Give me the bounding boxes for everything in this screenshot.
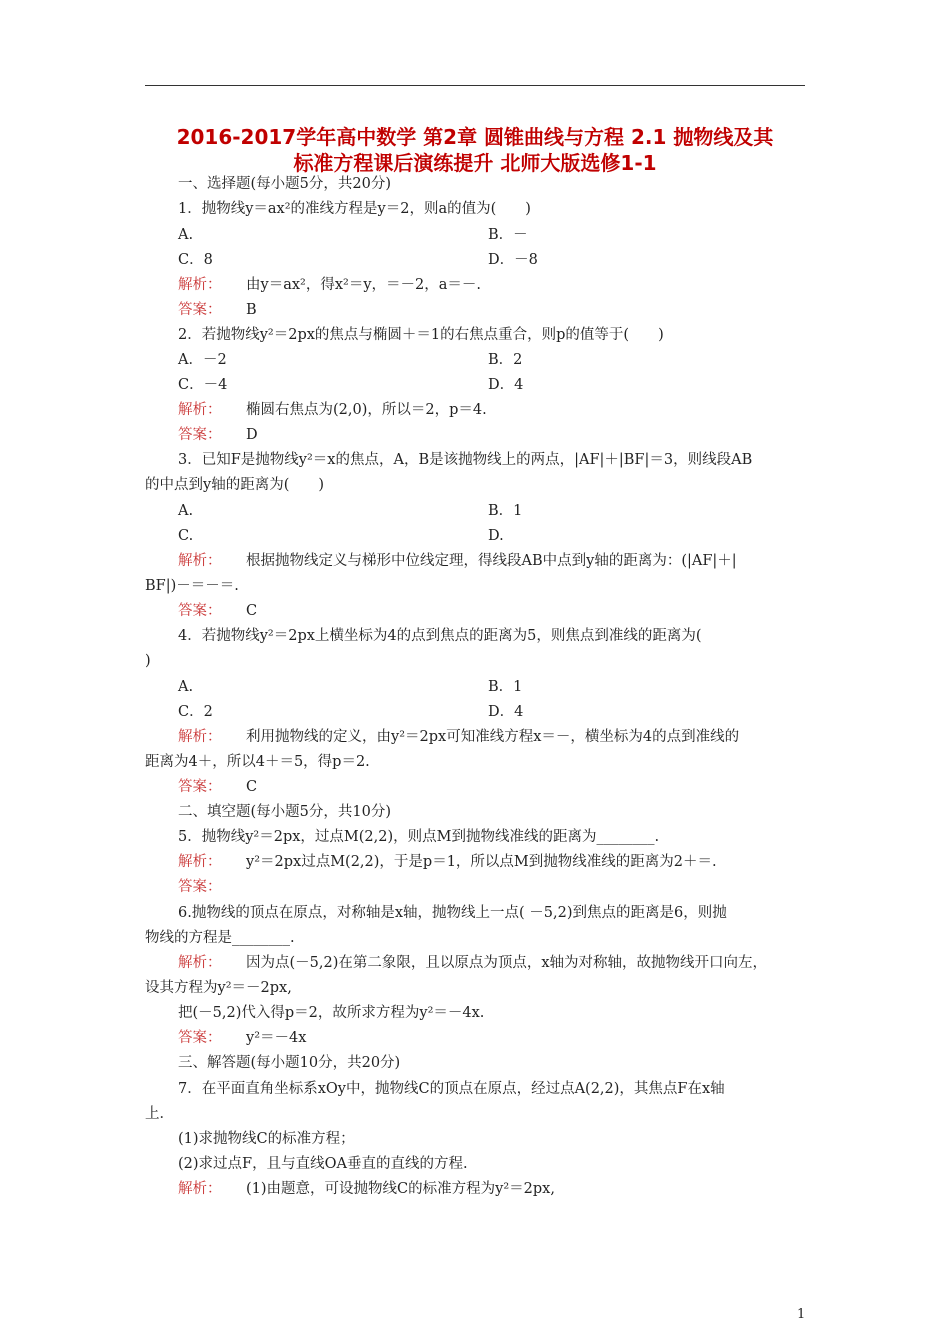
analysis-label: 解析： [178,277,222,293]
question-part: (2)求过点F，且与直线OA垂直的直线的方程. [178,1156,468,1172]
answer-label: 答案： [178,302,222,318]
analysis-label: 解析： [178,1181,222,1197]
header-rule [145,85,805,86]
answer-line [178,878,246,896]
option-a: A．－2 [178,352,227,368]
answer-line [178,426,258,444]
option-a: A. [178,227,194,243]
answer-text: C [246,603,258,619]
analysis-text: 因为点(－5,2)在第二象限，且以原点为顶点，x轴为对称轴，故抛物线开口向左， [246,955,768,971]
doc-title-line2: 标准方程课后演练提升 北师大版选修1-1 [293,151,657,175]
answer-label: 答案： [178,879,222,895]
answer-text: B [246,302,257,318]
question-stem-cont: 物线的方程是________. [145,930,295,946]
option-b: B．2 [488,352,523,368]
analysis-text: y²＝2px过点M(2,2)，于是p＝1，所以点M到抛物线准线的距离为2＋＝. [246,854,717,870]
answer-label: 答案： [178,779,222,795]
analysis-line [178,728,739,746]
analysis-text: 椭圆右焦点为(2,0)，所以＝2，p＝4. [246,402,487,418]
analysis-label: 解析： [178,553,222,569]
analysis-text: (1)由题意，可设抛物线C的标准方程为y²＝2px, [246,1181,555,1197]
answer-line [178,602,257,620]
doc-title-line1: 2016-2017学年高中数学 第2章 圆锥曲线与方程 2.1 抛物线及其 [176,125,774,149]
option-d: D．4 [488,704,524,720]
analysis-line [178,954,767,972]
section-heading: 一、选择题(每小题5分，共20分) [178,176,391,192]
analysis-text: 利用抛物线的定义，由y²＝2px可知准线方程x＝－，横坐标为4的点到准线的 [246,729,740,745]
analysis-text-cont: 把(－5,2)代入得p＝2，故所求方程为y²＝－4x. [178,1005,485,1021]
question-stem: 3．已知F是抛物线y²＝x的焦点，A，B是该抛物线上的两点，|AF|＋|BF|＝3，则线段AB [178,452,753,468]
question-stem-cont: ) [145,653,151,669]
option-d: D. [488,528,504,544]
question-stem: 4．若抛物线y²＝2px上横坐标为4的点到焦点的距离为5，则焦点到准线的距离为( [178,628,702,644]
answer-line [178,778,257,796]
answer-label: 答案： [178,1030,222,1046]
option-c: C. [178,528,194,544]
analysis-label: 解析： [178,955,222,971]
answer-line [178,1029,306,1047]
analysis-line [178,552,737,570]
analysis-line [178,1180,555,1198]
analysis-text: 由y＝ax²，得x²＝y，＝－2，a＝－. [246,277,481,293]
question-stem: 5．抛物线y²＝2px，过点M(2,2)，则点M到抛物线准线的距离为________. [178,829,660,845]
option-c: C．8 [178,252,213,268]
option-a: A. [178,503,194,519]
answer-label: 答案： [178,603,222,619]
answer-text: D [246,427,258,443]
option-b: B．1 [488,503,523,519]
answer-line [178,301,257,319]
answer-text: C [246,779,258,795]
analysis-text-cont: 距离为4＋，所以4＋＝5，得p＝2. [145,754,370,770]
answer-label: 答案： [178,427,222,443]
page-number: 1 [797,1307,806,1322]
option-d: D．4 [488,377,524,393]
analysis-text-cont: BF|)－＝－＝. [145,578,239,594]
section-heading: 三、解答题(每小题10分，共20分) [178,1055,401,1071]
question-stem: 6.抛物线的顶点在原点，对称轴是x轴，抛物线上一点( －5,2)到焦点的距离是6，则抛 [178,905,727,921]
option-b: B．1 [488,679,523,695]
analysis-text-cont: 设其方程为y²＝－2px, [145,980,292,996]
question-stem: 7．在平面直角坐标系xOy中，抛物线C的顶点在原点，经过点A(2,2)，其焦点F在x轴 [178,1081,725,1097]
question-stem: 1．抛物线y＝ax²的准线方程是y＝2，则a的值为( ) [178,201,531,217]
question-stem-cont: 上． [145,1106,174,1122]
option-b: B．－ [488,227,528,243]
option-c: C．－4 [178,377,228,393]
option-c: C．2 [178,704,213,720]
option-d: D．－8 [488,252,538,268]
analysis-line [178,853,717,871]
analysis-label: 解析： [178,854,222,870]
question-part: (1)求抛物线C的标准方程； [178,1131,355,1147]
question-stem: 2．若抛物线y²＝2px的焦点与椭圆＋＝1的右焦点重合，则p的值等于( ) [178,327,664,343]
answer-text: y²＝－4x [246,1030,307,1046]
analysis-text: 根据抛物线定义与梯形中位线定理，得线段AB中点到y轴的距离为：(|AF|＋| [246,553,737,569]
analysis-line [178,401,487,419]
analysis-line [178,276,481,294]
section-heading: 二、填空题(每小题5分，共10分) [178,804,391,820]
analysis-label: 解析： [178,402,222,418]
question-stem-cont: 的中点到y轴的距离为( ) [145,477,325,493]
analysis-label: 解析： [178,729,222,745]
option-a: A. [178,679,194,695]
